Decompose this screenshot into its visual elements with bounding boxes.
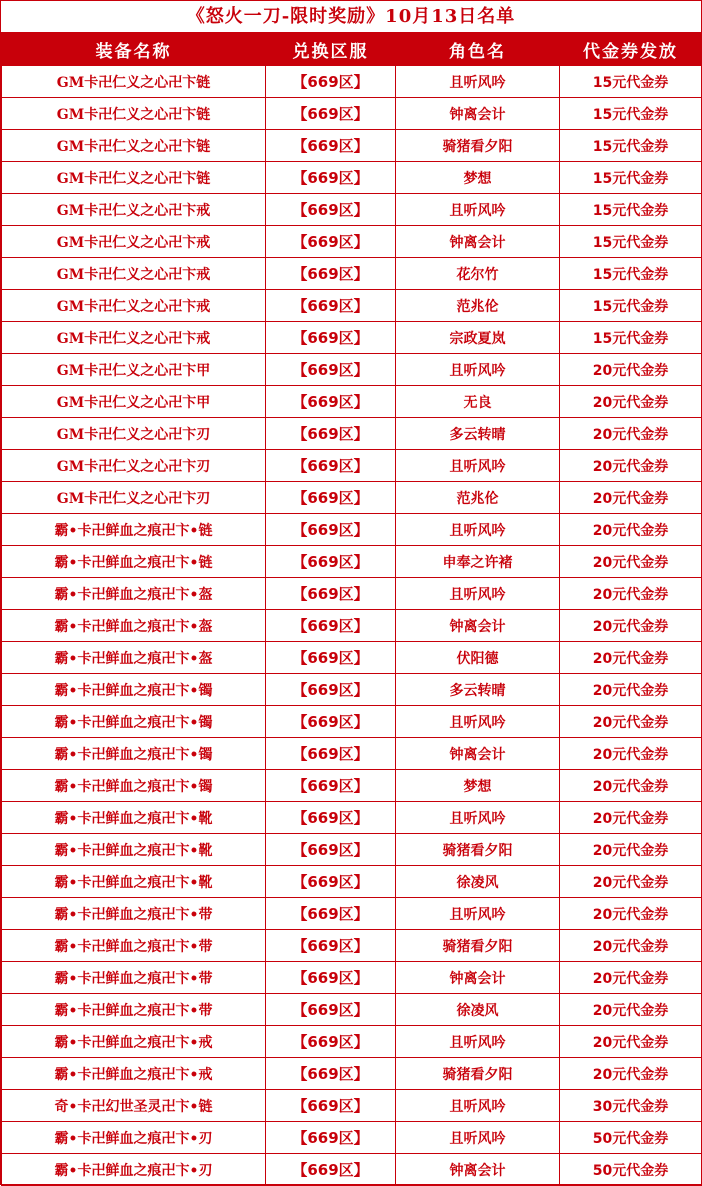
reward-cell: 15元代金券: [560, 66, 702, 98]
item-name-cell: 霸•卡卍鲜血之痕卍卞•带: [2, 930, 266, 962]
role-name-cell: 钟离会计: [396, 226, 560, 258]
table-row: [2, 418, 702, 450]
role-name-cell: 且听风吟: [396, 1122, 560, 1154]
server-cell: 【669区】: [266, 770, 396, 802]
item-name-cell: GM卡卍仁义之心卍卞链: [2, 66, 266, 98]
role-name-cell: 范兆伦: [396, 482, 560, 514]
item-name-cell: 霸•卡卍鲜血之痕卍卞•链: [2, 514, 266, 546]
reward-cell: 20元代金券: [560, 354, 702, 386]
role-name-cell: 且听风吟: [396, 66, 560, 98]
reward-cell: 15元代金券: [560, 162, 702, 194]
item-name-cell: 霸•卡卍鲜血之痕卍卞•镯: [2, 706, 266, 738]
table-row: [2, 610, 702, 642]
role-name-cell: 骑猪看夕阳: [396, 1058, 560, 1090]
server-cell: 【669区】: [266, 1026, 396, 1058]
table-row: [2, 354, 702, 386]
reward-cell: 30元代金券: [560, 1090, 702, 1122]
role-name-cell: 且听风吟: [396, 802, 560, 834]
table-row: [2, 482, 702, 514]
role-name-cell: 徐凌风: [396, 994, 560, 1026]
server-cell: 【669区】: [266, 802, 396, 834]
reward-cell: 20元代金券: [560, 418, 702, 450]
role-name-cell: 骑猪看夕阳: [396, 930, 560, 962]
item-name-cell: GM卡卍仁义之心卍卞链: [2, 162, 266, 194]
reward-cell: 50元代金券: [560, 1154, 702, 1186]
item-name-cell: GM卡卍仁义之心卍卞戒: [2, 194, 266, 226]
item-name-cell: 霸•卡卍鲜血之痕卍卞•戒: [2, 1058, 266, 1090]
role-name-cell: 且听风吟: [396, 1026, 560, 1058]
item-name-cell: GM卡卍仁义之心卍卞戒: [2, 290, 266, 322]
item-name-cell: GM卡卍仁义之心卍卞戒: [2, 322, 266, 354]
table-row: [2, 674, 702, 706]
reward-cell: 50元代金券: [560, 1122, 702, 1154]
item-name-cell: 霸•卡卍鲜血之痕卍卞•链: [2, 546, 266, 578]
reward-cell: 20元代金券: [560, 610, 702, 642]
table-row: [2, 994, 702, 1026]
table-row: [2, 514, 702, 546]
role-name-cell: 多云转晴: [396, 674, 560, 706]
server-cell: 【669区】: [266, 226, 396, 258]
item-name-cell: GM卡卍仁义之心卍卞刃: [2, 450, 266, 482]
role-name-cell: 多云转晴: [396, 418, 560, 450]
reward-cell: 15元代金券: [560, 290, 702, 322]
server-cell: 【669区】: [266, 994, 396, 1026]
server-cell: 【669区】: [266, 642, 396, 674]
role-name-cell: 钟离会计: [396, 962, 560, 994]
table-row: [2, 834, 702, 866]
table-row: [2, 258, 702, 290]
server-cell: 【669区】: [266, 1122, 396, 1154]
item-name-cell: 奇•卡卍幻世圣灵卍卞•链: [2, 1090, 266, 1122]
item-name-cell: 霸•卡卍鲜血之痕卍卞•靴: [2, 802, 266, 834]
table-header-row: [2, 34, 702, 66]
role-name-cell: 钟离会计: [396, 98, 560, 130]
table-row: [2, 1026, 702, 1058]
table-row: [2, 66, 702, 98]
item-name-cell: 霸•卡卍鲜血之痕卍卞•靴: [2, 866, 266, 898]
column-header-reward: 代金券发放: [560, 34, 702, 66]
reward-cell: 15元代金券: [560, 130, 702, 162]
table-row: [2, 770, 702, 802]
item-name-cell: 霸•卡卍鲜血之痕卍卞•盔: [2, 642, 266, 674]
server-cell: 【669区】: [266, 386, 396, 418]
item-name-cell: 霸•卡卍鲜血之痕卍卞•刃: [2, 1122, 266, 1154]
reward-cell: 20元代金券: [560, 386, 702, 418]
item-name-cell: 霸•卡卍鲜血之痕卍卞•刃: [2, 1154, 266, 1186]
table-row: [2, 194, 702, 226]
reward-cell: 20元代金券: [560, 706, 702, 738]
reward-cell: 15元代金券: [560, 98, 702, 130]
reward-cell: 20元代金券: [560, 514, 702, 546]
table-row: [2, 642, 702, 674]
reward-cell: 20元代金券: [560, 1058, 702, 1090]
column-header-role: 角色名: [396, 34, 560, 66]
reward-cell: 20元代金券: [560, 546, 702, 578]
server-cell: 【669区】: [266, 98, 396, 130]
item-name-cell: GM卡卍仁义之心卍卞链: [2, 98, 266, 130]
table-row: [2, 1154, 702, 1186]
reward-cell: 20元代金券: [560, 962, 702, 994]
item-name-cell: 霸•卡卍鲜血之痕卍卞•靴: [2, 834, 266, 866]
role-name-cell: 且听风吟: [396, 194, 560, 226]
table-row: [2, 930, 702, 962]
reward-cell: 20元代金券: [560, 770, 702, 802]
item-name-cell: GM卡卍仁义之心卍卞链: [2, 130, 266, 162]
server-cell: 【669区】: [266, 418, 396, 450]
item-name-cell: GM卡卍仁义之心卍卞戒: [2, 226, 266, 258]
table-row: [2, 322, 702, 354]
server-cell: 【669区】: [266, 322, 396, 354]
table-row: [2, 898, 702, 930]
item-name-cell: GM卡卍仁义之心卍卞甲: [2, 386, 266, 418]
server-cell: 【669区】: [266, 1154, 396, 1186]
role-name-cell: 范兆伦: [396, 290, 560, 322]
table-row: [2, 578, 702, 610]
role-name-cell: 钟离会计: [396, 738, 560, 770]
server-cell: 【669区】: [266, 546, 396, 578]
server-cell: 【669区】: [266, 834, 396, 866]
reward-cell: 20元代金券: [560, 578, 702, 610]
item-name-cell: 霸•卡卍鲜血之痕卍卞•带: [2, 962, 266, 994]
server-cell: 【669区】: [266, 866, 396, 898]
reward-cell: 20元代金券: [560, 834, 702, 866]
item-name-cell: GM卡卍仁义之心卍卞刃: [2, 418, 266, 450]
role-name-cell: 宗政夏岚: [396, 322, 560, 354]
table-row: [2, 738, 702, 770]
item-name-cell: GM卡卍仁义之心卍卞戒: [2, 258, 266, 290]
item-name-cell: 霸•卡卍鲜血之痕卍卞•带: [2, 994, 266, 1026]
item-name-cell: 霸•卡卍鲜血之痕卍卞•盔: [2, 578, 266, 610]
page-title: 《怒火一刀-限时奖励》10月13日名单: [1, 1, 701, 33]
role-name-cell: 梦想: [396, 770, 560, 802]
reward-cell: 20元代金券: [560, 930, 702, 962]
server-cell: 【669区】: [266, 674, 396, 706]
role-name-cell: 且听风吟: [396, 354, 560, 386]
server-cell: 【669区】: [266, 258, 396, 290]
role-name-cell: 骑猪看夕阳: [396, 834, 560, 866]
item-name-cell: 霸•卡卍鲜血之痕卍卞•戒: [2, 1026, 266, 1058]
table-row: [2, 546, 702, 578]
server-cell: 【669区】: [266, 162, 396, 194]
reward-table: [1, 33, 702, 1186]
item-name-cell: 霸•卡卍鲜血之痕卍卞•盔: [2, 610, 266, 642]
role-name-cell: 钟离会计: [396, 1154, 560, 1186]
role-name-cell: 骑猪看夕阳: [396, 130, 560, 162]
server-cell: 【669区】: [266, 610, 396, 642]
role-name-cell: 徐凌风: [396, 866, 560, 898]
server-cell: 【669区】: [266, 738, 396, 770]
item-name-cell: 霸•卡卍鲜血之痕卍卞•镯: [2, 738, 266, 770]
reward-cell: 20元代金券: [560, 802, 702, 834]
item-name-cell: 霸•卡卍鲜血之痕卍卞•带: [2, 898, 266, 930]
reward-cell: 20元代金券: [560, 994, 702, 1026]
table-row: [2, 706, 702, 738]
reward-cell: 15元代金券: [560, 194, 702, 226]
role-name-cell: 且听风吟: [396, 898, 560, 930]
reward-cell: 20元代金券: [560, 1026, 702, 1058]
role-name-cell: 且听风吟: [396, 578, 560, 610]
table-row: [2, 450, 702, 482]
role-name-cell: 申奉之许褚: [396, 546, 560, 578]
item-name-cell: 霸•卡卍鲜血之痕卍卞•镯: [2, 674, 266, 706]
server-cell: 【669区】: [266, 130, 396, 162]
server-cell: 【669区】: [266, 898, 396, 930]
role-name-cell: 伏阳德: [396, 642, 560, 674]
table-row: [2, 1122, 702, 1154]
item-name-cell: GM卡卍仁义之心卍卞刃: [2, 482, 266, 514]
server-cell: 【669区】: [266, 514, 396, 546]
table-row: [2, 290, 702, 322]
table-row: [2, 98, 702, 130]
reward-cell: 20元代金券: [560, 866, 702, 898]
server-cell: 【669区】: [266, 706, 396, 738]
server-cell: 【669区】: [266, 482, 396, 514]
table-body: [2, 66, 702, 1186]
server-cell: 【669区】: [266, 962, 396, 994]
column-header-item: 装备名称: [2, 34, 266, 66]
reward-cell: 20元代金券: [560, 642, 702, 674]
role-name-cell: 且听风吟: [396, 1090, 560, 1122]
server-cell: 【669区】: [266, 66, 396, 98]
table-row: [2, 802, 702, 834]
reward-cell: 20元代金券: [560, 898, 702, 930]
role-name-cell: 且听风吟: [396, 706, 560, 738]
reward-cell: 20元代金券: [560, 738, 702, 770]
role-name-cell: 且听风吟: [396, 450, 560, 482]
item-name-cell: GM卡卍仁义之心卍卞甲: [2, 354, 266, 386]
table-row: [2, 226, 702, 258]
role-name-cell: 梦想: [396, 162, 560, 194]
server-cell: 【669区】: [266, 354, 396, 386]
table-row: [2, 1058, 702, 1090]
reward-cell: 20元代金券: [560, 450, 702, 482]
table-row: [2, 162, 702, 194]
reward-cell: 20元代金券: [560, 674, 702, 706]
server-cell: 【669区】: [266, 930, 396, 962]
reward-cell: 15元代金券: [560, 322, 702, 354]
table-row: [2, 386, 702, 418]
role-name-cell: 无良: [396, 386, 560, 418]
column-header-server: 兑换区服: [266, 34, 396, 66]
table-row: [2, 962, 702, 994]
item-name-cell: 霸•卡卍鲜血之痕卍卞•镯: [2, 770, 266, 802]
server-cell: 【669区】: [266, 290, 396, 322]
table-row: [2, 130, 702, 162]
reward-cell: 15元代金券: [560, 226, 702, 258]
table-row: [2, 866, 702, 898]
server-cell: 【669区】: [266, 578, 396, 610]
role-name-cell: 钟离会计: [396, 610, 560, 642]
server-cell: 【669区】: [266, 1058, 396, 1090]
server-cell: 【669区】: [266, 194, 396, 226]
role-name-cell: 且听风吟: [396, 514, 560, 546]
server-cell: 【669区】: [266, 450, 396, 482]
table-row: [2, 1090, 702, 1122]
role-name-cell: 花尔竹: [396, 258, 560, 290]
reward-cell: 20元代金券: [560, 482, 702, 514]
reward-cell: 15元代金券: [560, 258, 702, 290]
server-cell: 【669区】: [266, 1090, 396, 1122]
